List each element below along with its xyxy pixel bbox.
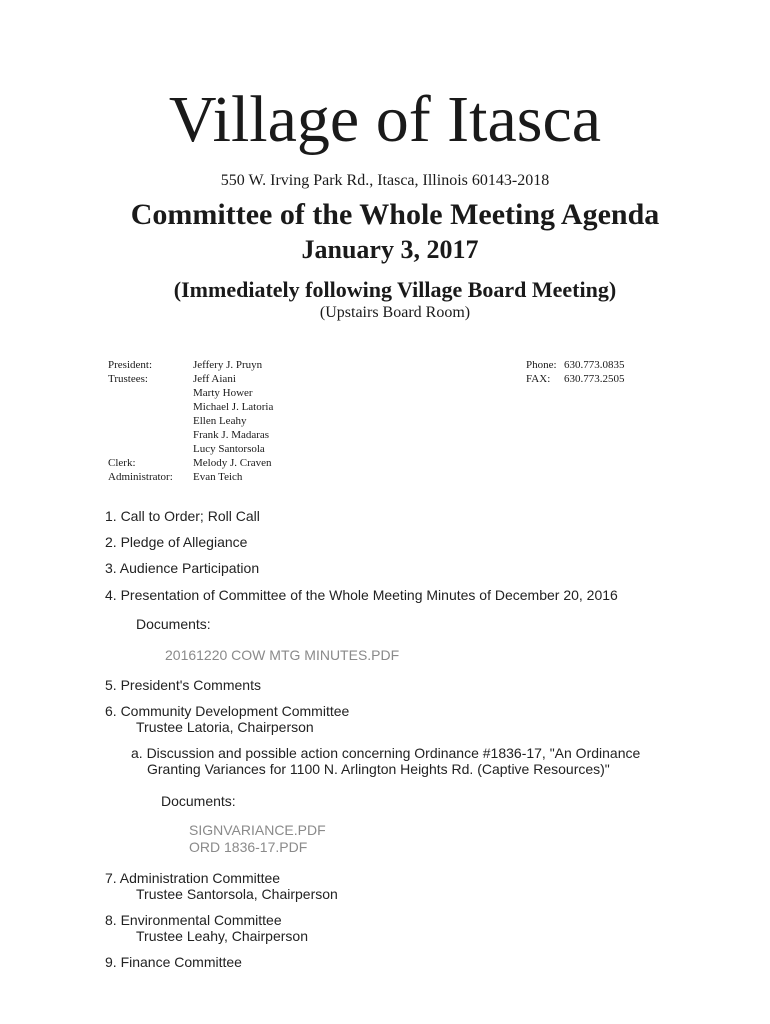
agenda-item-6: 6. Community Development Committee: [105, 703, 350, 719]
agenda-item-7: 7. Administration Committee: [105, 870, 281, 886]
official-role: [108, 386, 193, 400]
official-name: Michael J. Latoria: [193, 401, 274, 413]
official-role: Clerk:: [108, 457, 136, 469]
meeting-subtitle: (Immediately following Village Board Meeting): [173, 277, 617, 302]
fax-row: [526, 372, 625, 386]
agenda-item-4: 4. Presentation of Committee of the Whole Meeting Minutes of December 20, 2016: [105, 587, 618, 603]
official-name: Jeff Aiani: [193, 373, 236, 385]
official-row: [108, 442, 273, 456]
official-role: Trustees:: [108, 373, 148, 385]
chairperson-line: Trustee Santorsola, Chairperson: [136, 886, 338, 902]
official-role: Administrator:: [108, 471, 173, 483]
official-role: [108, 400, 193, 414]
official-name: Marty Hower: [193, 387, 253, 399]
village-name: Village of Itasca: [168, 83, 602, 156]
village-address: 550 W. Irving Park Rd., Itasca, Illinois 60143-2018: [220, 172, 550, 189]
phone-label: Phone:: [526, 359, 557, 371]
agenda-item-8: 8. Environmental Committee: [105, 912, 282, 928]
agenda-item-2: 2. Pledge of Allegiance: [105, 534, 248, 550]
official-name: Lucy Santorsola: [193, 443, 265, 455]
official-row: [108, 428, 273, 442]
official-name: Melody J. Craven: [193, 457, 272, 469]
phone-number: 630.773.0835: [564, 359, 625, 371]
agenda-item-9: 9. Finance Committee: [105, 954, 242, 970]
agenda-subitem-6a-continued: Granting Variances for 1100 N. Arlington Heights Rd. (Captive Resources)": [147, 761, 610, 777]
official-role: [108, 442, 193, 456]
official-row: [108, 386, 273, 400]
meeting-title: Committee of the Whole Meeting Agenda: [130, 198, 660, 231]
officials-list: [108, 358, 273, 484]
document-link-cow-minutes[interactable]: 20161220 COW MTG MINUTES.PDF: [165, 647, 400, 663]
agenda-subitem-6a: a. Discussion and possible action concerning Ordinance #1836-17, "An Ordinance: [131, 745, 641, 761]
official-row: [108, 358, 273, 372]
fax-number: 630.773.2505: [564, 373, 625, 385]
official-row: [108, 456, 273, 470]
official-row: [108, 470, 273, 484]
agenda-item-3: 3. Audience Participation: [105, 560, 260, 576]
official-role: President:: [108, 359, 152, 371]
official-role: [108, 414, 193, 428]
official-name: Jeffery J. Pruyn: [193, 359, 263, 371]
document-link-ord-1836-17[interactable]: ORD 1836-17.PDF: [189, 839, 308, 855]
agenda-item-5: 5. President's Comments: [105, 677, 261, 693]
agenda-item-1: 1. Call to Order; Roll Call: [105, 508, 260, 524]
official-name: Frank J. Madaras: [193, 429, 270, 441]
documents-label: Documents:: [136, 616, 211, 632]
contact-info: [526, 358, 625, 386]
chairperson-line: Trustee Latoria, Chairperson: [136, 719, 314, 735]
meeting-date: January 3, 2017: [301, 235, 479, 264]
phone-row: [526, 358, 625, 372]
official-name: Evan Teich: [193, 471, 243, 483]
meeting-location: (Upstairs Board Room): [319, 304, 471, 321]
official-row: [108, 414, 273, 428]
documents-label: Documents:: [161, 793, 236, 809]
document-link-signvariance[interactable]: SIGNVARIANCE.PDF: [189, 822, 326, 838]
chairperson-line: Trustee Leahy, Chairperson: [136, 928, 308, 944]
official-row: [108, 400, 273, 414]
fax-label: FAX:: [526, 373, 551, 385]
official-row: [108, 372, 273, 386]
official-role: [108, 428, 193, 442]
official-name: Ellen Leahy: [193, 415, 247, 427]
